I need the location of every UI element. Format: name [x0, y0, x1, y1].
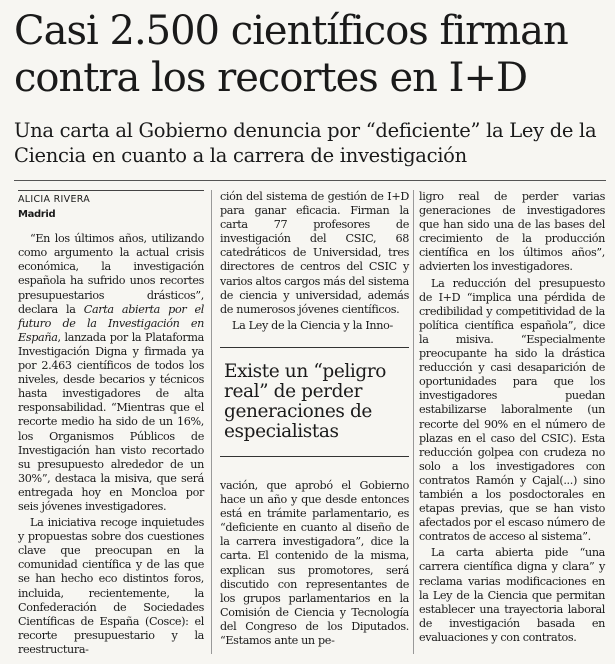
paragraph-text: , lanzada por la Plataforma Investigación Digna y firmada ya por 2.463 científicos de todos los niveles, desde becarios y técnicos hasta investigadores de alta responsabilidad. “Mientras que el recorte medio ha sido de un 16%, los Organismos Públicos de Investigación han visto recortado su presupuesto alrededor de un 30%”, destaca la misiva, que será entregada hoy en Moncloa por seis jóvenes investigadores. — [18, 330, 204, 513]
paragraph: La Ley de la Ciencia y la Inno- — [232, 318, 393, 332]
subhead: Una carta al Gobierno denuncia por “deficiente” la Ley de la Ciencia en cuanto a la carrera de investigación — [14, 119, 597, 167]
paragraph: ligro real de perder varias generaciones de investigadores que han sido una de las bases del crecimiento de la producción científica en los últimos años”, advierten los investigadores. — [419, 190, 605, 274]
byline: ALICIA RIVERA — [18, 194, 91, 205]
paragraph: ción del sistema de gestión de I+D para ganar eficacia. Firman la carta 77 profesores de investigación del CSIC, 68 catedráticos de Universidad, tres directores de centros del CSIC y varios altos cargos más del sistema de ciencia y universidad, además de numerosos jóvenes científicos. — [220, 190, 409, 316]
paragraph: La carta abierta pide “una carrera científica digna y clara” y reclama varias modificaciones en la Ley de la Ciencia que permitan establecer una trayectoria laboral de investigación basada en evaluaciones y con contratos. — [419, 546, 605, 644]
paragraph-text: “En los últimos años, utilizando como argumento la actual crisis económica, la investigación española ha sufrido unos recortes presupuestarios drásticos”, declara la — [18, 232, 204, 316]
column-3 — [419, 190, 605, 647]
dateline-city: Madrid — [18, 209, 56, 221]
column-2-top — [220, 190, 409, 335]
pull-quote-box — [220, 347, 409, 457]
column-divider — [413, 190, 414, 654]
headline: Casi 2.500 científicos firman contra los recortes en I+D — [14, 8, 568, 101]
paragraph — [419, 277, 605, 545]
column-divider — [211, 190, 212, 654]
column-1 — [18, 190, 204, 659]
header-rule — [14, 180, 606, 181]
paragraph: La iniciativa recoge inquietudes y propuestas sobre dos cuestiones clave que preocupan en la comunidad científica y de las que se han hecho eco distintos foros, incluida, recientemente, la Confederación de Sociedades Científicas de España (Cosce): el recorte presupuestario y la reestructura- — [18, 516, 204, 656]
pull-quote: Existe un “peligro real” de perder generaciones de especialistas — [224, 361, 387, 442]
letter-title: Carta abierta por el futuro de la Investigación en España — [18, 302, 204, 344]
paragraph — [18, 232, 204, 514]
paragraph: vación, que aprobó el Gobierno hace un año y que desde entonces está en trámite parlamentario, es “deficiente en cuanto al diseño de la carrera investigadora”, dice la carta. El contenido de la misma, explican sus promotores, será discutido con representantes de los grupos parlamentarios en la Comisión de Ciencia y Tecnología del Congreso de los Diputados. “Estamos ante un pe- — [220, 479, 409, 648]
column-2-bottom — [220, 479, 409, 650]
paragraph-text: La reducción del presupuesto de I+D “implica una pérdida de credibilidad y competitividad de la política científica española”, dice la misiva. “Especialmente preocupante ha sido la drástica reducción y casi desaparición de oportunidades para que los investigadores puedan estabilizarse laboralmente (un recorte del 90% en el número de plazas en el caso del CSIC). Esta reducción golpea con crudeza no solo a los investigadores con contratos Ramón y Cajal(...) sino también a los posdoctorales en etapas previas, que se han visto afectados por el escaso número de contratos de acceso al sistema”. — [419, 276, 605, 544]
byline-rule — [18, 190, 204, 191]
